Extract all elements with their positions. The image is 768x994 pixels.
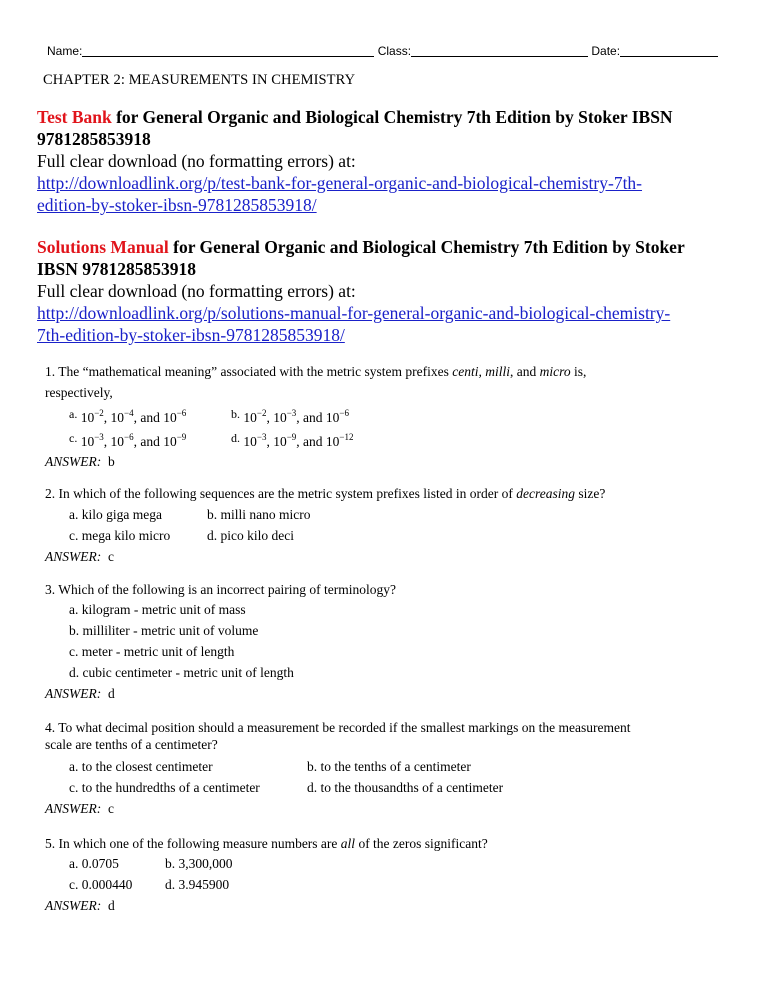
question-5 [45,834,735,918]
question-4-option-a[interactable]: a. to the closest centimeter [69,759,213,774]
test-bank-title-line2: 9781285853918 [37,129,151,149]
question-3-stem: 3. Which of the following is an incorrect pairing of terminology? [45,582,397,597]
question-5-answer: ANSWER: d [45,898,115,913]
question-1-answer: ANSWER: b [45,454,115,469]
date-blank[interactable] [620,44,718,57]
question-2-answer: ANSWER: c [45,549,114,564]
question-5-stem: 5. In which one of the following measure numbers are all of the zeros significant? [45,836,488,851]
question-3-option-b[interactable]: b. milliliter - metric unit of volume [69,623,259,638]
question-4-option-d[interactable]: d. to the thousandths of a centimeter [307,780,504,795]
worksheet-header [47,44,727,58]
question-4-option-b[interactable]: b. to the tenths of a centimeter [307,759,471,774]
question-1-stem: 1. The “mathematical meaning” associated with the metric system prefixes centi, milli, and micro is, [45,364,587,379]
question-2-option-b[interactable]: b. milli nano micro [207,507,311,522]
question-4-stem-line2: scale are tenths of a centimeter? [45,736,218,752]
question-3-option-a[interactable]: a. kilogram - metric unit of mass [69,602,246,617]
question-4-option-c[interactable]: c. to the hundredths of a centimeter [69,780,260,795]
question-2-option-a[interactable]: a. kilo giga mega [69,507,162,522]
chapter-title: CHAPTER 2: MEASUREMENTS IN CHEMISTRY [43,72,356,88]
solutions-manual-title-line2: IBSN 9781285853918 [37,259,196,279]
question-3-answer: ANSWER: d [45,686,115,701]
question-2 [45,484,735,569]
question-5-option-b[interactable]: b. 3,300,000 [165,856,233,871]
solutions-manual-link-line1[interactable]: http://downloadlink.org/p/solutions-manual-for-general-organic-and-biological-chemistry- [37,303,671,323]
question-5-option-c[interactable]: c. 0.000440 [69,877,133,892]
question-1 [45,362,735,472]
class-blank[interactable] [411,44,588,57]
question-1-stem-line2: respectively, [45,384,113,400]
test-bank-title-line1: Test Bank for General Organic and Biological Chemistry 7th Edition by Stoker IBSN [37,107,673,127]
question-2-option-d[interactable]: d. pico kilo deci [207,528,294,543]
name-blank[interactable] [82,44,374,57]
date-label: Date: [591,44,621,58]
question-1-option-c[interactable]: c. $10^{-3}$, $10^{-6}$, and $10^{-9}$ [69,431,187,449]
question-1-option-a[interactable]: a. $10^{-2}$, $10^{-4}$, and $10^{-6}$ [69,407,187,425]
solutions-manual-lead: Solutions Manual [37,237,169,257]
test-bank-lead: Test Bank [37,107,112,127]
question-3-option-d[interactable]: d. cubic centimeter - metric unit of length [69,665,294,680]
solutions-manual-title-line1: Solutions Manual for General Organic and Biological Chemistry 7th Edition by Stoker [37,237,685,257]
name-label: Name: [47,44,83,58]
question-3-option-c[interactable]: c. meter - metric unit of length [69,644,235,659]
solutions-manual-download-text: Full clear download (no formatting errors) at: [37,281,356,301]
solutions-manual-link-line2[interactable]: 7th-edition-by-stoker-ibsn-9781285853918/ [37,325,345,345]
class-label: Class: [377,44,412,58]
question-1-option-b[interactable]: b. $10^{-2}$, $10^{-3}$, and $10^{-6}$ [231,407,349,425]
question-2-option-c[interactable]: c. mega kilo micro [69,528,171,543]
solutions-manual-promo [37,236,737,346]
test-bank-download-text: Full clear download (no formatting errors) at: [37,151,356,171]
test-bank-link-line1[interactable]: http://downloadlink.org/p/test-bank-for-general-organic-and-biological-chemistry-7th- [37,173,643,193]
test-bank-promo [37,106,737,216]
question-4-answer: ANSWER: c [45,801,114,816]
question-2-stem: 2. In which of the following sequences are the metric system prefixes listed in order of decreasing size? [45,486,606,501]
question-5-option-d[interactable]: d. 3.945900 [165,877,230,892]
question-4 [45,718,735,823]
question-1-option-d[interactable]: d. $10^{-3}$, $10^{-9}$, and $10^{-12}$ [231,431,354,449]
test-bank-link-line2[interactable]: edition-by-stoker-ibsn-9781285853918/ [37,195,317,215]
question-5-option-a[interactable]: a. 0.0705 [69,856,119,871]
question-4-stem-line1: 4. To what decimal position should a measurement be recorded if the smallest markings on the measurement [45,720,631,735]
question-3 [45,580,735,708]
